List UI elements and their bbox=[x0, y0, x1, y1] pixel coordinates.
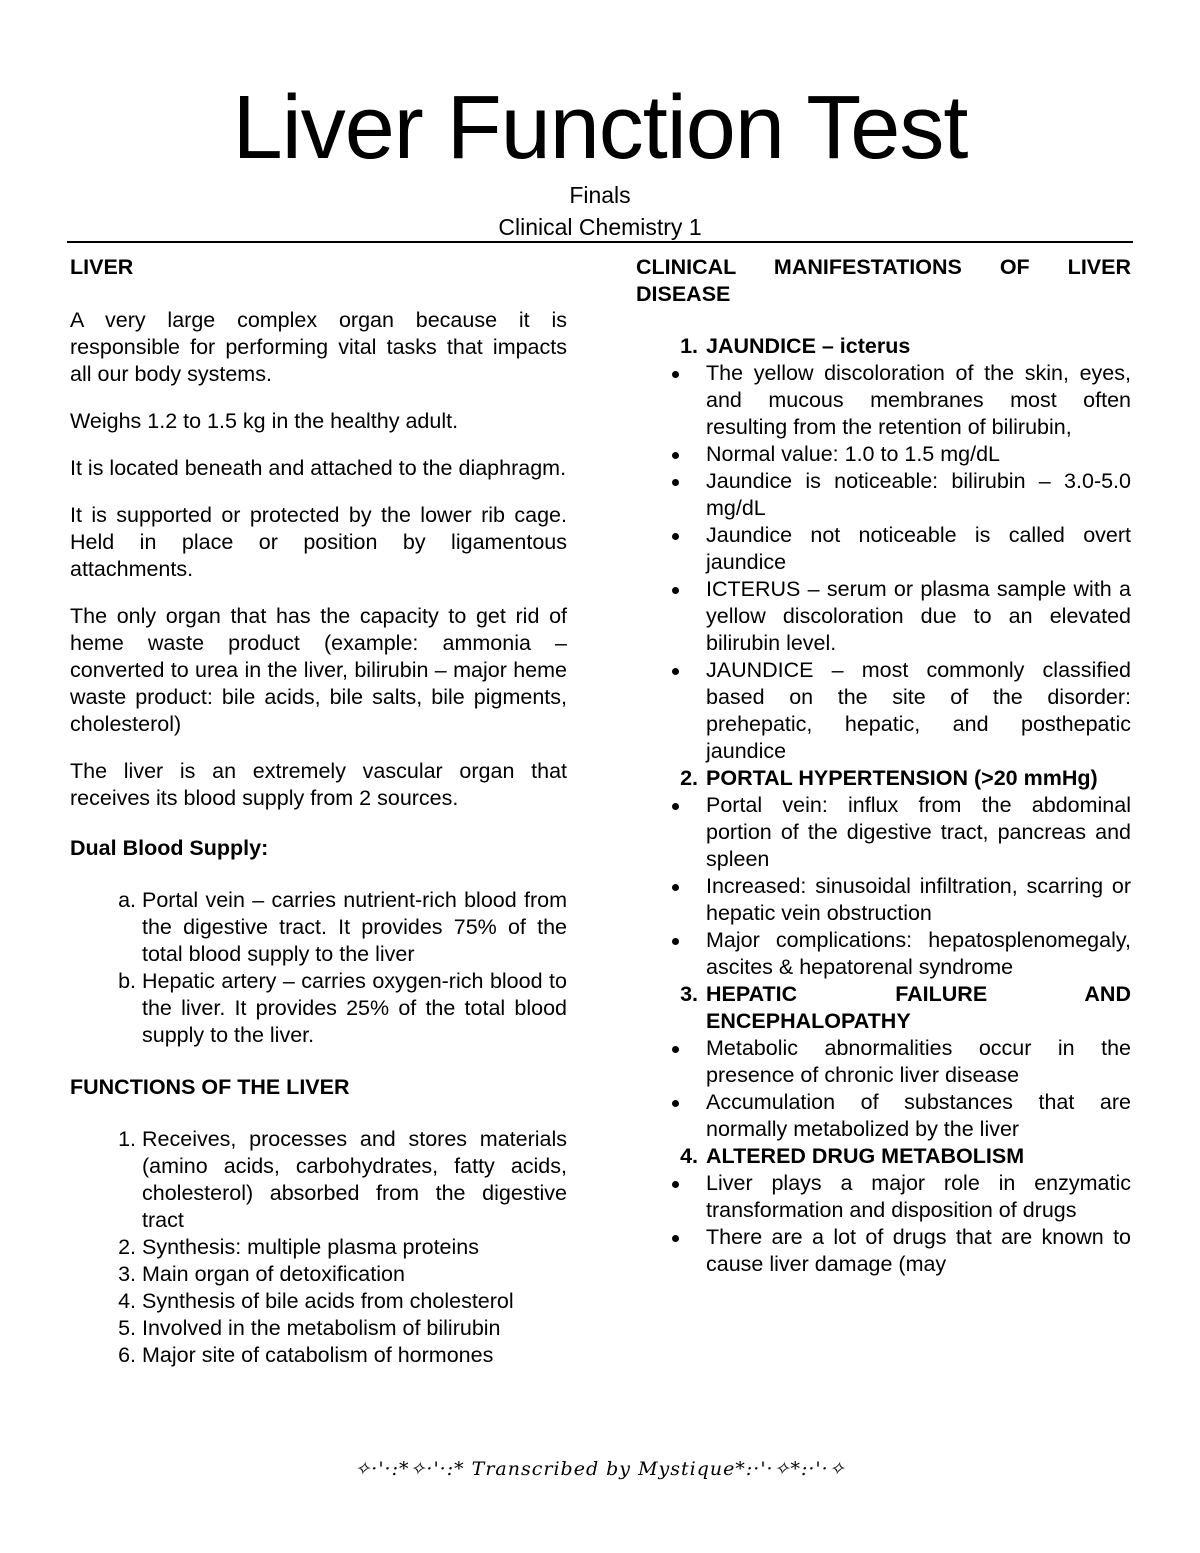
bullet-item bbox=[706, 1170, 1131, 1224]
bullet-icon bbox=[672, 1100, 679, 1107]
list-item-text: Hepatic artery – carries oxygen-rich blood to the liver. It provides 25% of the total blood supply to the liver. bbox=[142, 969, 567, 1047]
functions-heading: FUNCTIONS OF THE LIVER bbox=[70, 1075, 350, 1099]
functions-list bbox=[70, 1126, 567, 1369]
bullet-list bbox=[706, 792, 1131, 981]
bullet-list bbox=[706, 1170, 1131, 1278]
bullet-icon bbox=[672, 1181, 679, 1188]
list-item-text: Synthesis: multiple plasma proteins bbox=[142, 1235, 479, 1259]
section-title: JAUNDICE – icterus bbox=[706, 334, 911, 358]
bullet-item bbox=[706, 927, 1131, 981]
bullet-icon bbox=[672, 479, 679, 486]
list-marker: 6. bbox=[118, 1343, 136, 1367]
list-item bbox=[70, 1261, 567, 1288]
list-marker: 2. bbox=[118, 1235, 136, 1259]
section-title: ALTERED DRUG METABOLISM bbox=[706, 1144, 1025, 1168]
list-item-text: Involved in the metabolism of bilirubin bbox=[142, 1316, 501, 1340]
section-title: HEPATIC FAILURE AND ENCEPHALOPATHY bbox=[706, 982, 1131, 1033]
list-item-text: Main organ of detoxification bbox=[142, 1262, 405, 1286]
bullet-list bbox=[706, 360, 1131, 765]
bullet-icon bbox=[672, 533, 679, 540]
bullet-icon bbox=[672, 884, 679, 891]
bullet-text: There are a lot of drugs that are known to cause liver damage (may bbox=[706, 1225, 1131, 1276]
liver-heading: LIVER bbox=[70, 255, 134, 279]
list-item-text: Major site of catabolism of hormones bbox=[142, 1343, 494, 1367]
list-item bbox=[70, 1288, 567, 1315]
bullet-item bbox=[706, 1224, 1131, 1278]
bullet-item bbox=[706, 1035, 1131, 1089]
paragraph: Weighs 1.2 to 1.5 kg in the healthy adult. bbox=[70, 409, 459, 433]
bullet-icon bbox=[672, 938, 679, 945]
list-marker: 5. bbox=[118, 1316, 136, 1340]
dual-blood-supply-list bbox=[70, 887, 567, 1049]
bullet-text: The yellow discoloration of the skin, eyes, and mucous membranes most often resulting from the retention of bilirubin, bbox=[706, 361, 1131, 439]
list-marker: b. bbox=[118, 969, 136, 993]
bullet-text: Portal vein: influx from the abdominal portion of the digestive tract, pancreas and spleen bbox=[706, 793, 1131, 871]
bullet-text: Accumulation of substances that are normally metabolized by the liver bbox=[706, 1090, 1131, 1141]
bullet-item bbox=[706, 657, 1131, 765]
paragraph: The only organ that has the capacity to get rid of heme waste product (example: ammonia – converted to urea in the liver, bilirubin – major heme waste product: bile acids, bile salts, bile pigments, cholesterol) bbox=[70, 604, 567, 736]
list-marker: 1. bbox=[680, 334, 698, 358]
list-item-text: Synthesis of bile acids from cholesterol bbox=[142, 1289, 514, 1313]
page-title: Liver Function Test bbox=[232, 78, 968, 178]
bullet-item bbox=[706, 873, 1131, 927]
bullet-icon bbox=[672, 1235, 679, 1242]
manifestations-list bbox=[636, 333, 1131, 1278]
bullet-text: Normal value: 1.0 to 1.5 mg/dL bbox=[706, 442, 1000, 466]
list-marker: 2. bbox=[680, 766, 698, 790]
bullet-icon bbox=[672, 668, 679, 675]
bullet-item bbox=[706, 576, 1131, 657]
list-marker: a. bbox=[118, 888, 136, 912]
bullet-item bbox=[706, 1089, 1131, 1143]
bullet-item bbox=[706, 360, 1131, 441]
list-item bbox=[70, 1126, 567, 1234]
manifestation-portal-hypertension bbox=[636, 765, 1131, 981]
manifestation-jaundice bbox=[636, 333, 1131, 765]
list-item-text: Portal vein – carries nutrient-rich blood from the digestive tract. It provides 75% of the total blood supply to the liver bbox=[142, 888, 567, 966]
bullet-icon bbox=[672, 452, 679, 459]
paragraph: It is located beneath and attached to the diaphragm. bbox=[70, 456, 567, 480]
right-column bbox=[636, 254, 1131, 1278]
list-item-text: Receives, processes and stores materials (amino acids, carbohydrates, fatty acids, cholesterol) absorbed from the digestive tract bbox=[142, 1127, 567, 1232]
bullet-item bbox=[706, 522, 1131, 576]
subtitle-finals: Finals bbox=[569, 182, 631, 208]
bullet-icon bbox=[672, 803, 679, 810]
bullet-text: ICTERUS – serum or plasma sample with a yellow discoloration due to an elevated bilirubin level. bbox=[706, 577, 1131, 655]
bullet-text: Major complications: hepatosplenomegaly, ascites & hepatorenal syndrome bbox=[706, 928, 1131, 979]
paragraph: It is supported or protected by the lower rib cage. Held in place or position by ligamentous attachments. bbox=[70, 503, 567, 581]
section-title: PORTAL HYPERTENSION (>20 mmHg) bbox=[706, 766, 1098, 790]
bullet-text: Increased: sinusoidal infiltration, scarring or hepatic vein obstruction bbox=[706, 874, 1131, 925]
left-column bbox=[70, 254, 567, 1369]
transcriber-footer: ✧·'·:*✧·'·:* Transcribed by Mystique*:·'·✧*:·'·✧ bbox=[354, 1458, 846, 1480]
dual-blood-supply-heading: Dual Blood Supply: bbox=[70, 836, 269, 860]
bullet-icon bbox=[672, 587, 679, 594]
manifestation-hepatic-failure bbox=[636, 981, 1131, 1143]
list-item bbox=[70, 1234, 567, 1261]
bullet-text: Metabolic abnormalities occur in the presence of chronic liver disease bbox=[706, 1036, 1131, 1087]
list-marker: 3. bbox=[118, 1262, 136, 1286]
list-item bbox=[70, 968, 567, 1049]
bullet-icon bbox=[672, 1046, 679, 1053]
list-item bbox=[70, 887, 567, 968]
paragraph: A very large complex organ because it is responsible for performing vital tasks that impacts all our body systems. bbox=[70, 308, 567, 386]
paragraph: The liver is an extremely vascular organ that receives its blood supply from 2 sources. bbox=[70, 759, 567, 810]
bullet-list bbox=[706, 1035, 1131, 1143]
bullet-icon bbox=[672, 371, 679, 378]
bullet-text: Jaundice is noticeable: bilirubin – 3.0-5.0 mg/dL bbox=[706, 469, 1131, 520]
list-marker: 4. bbox=[680, 1144, 698, 1168]
list-marker: 3. bbox=[680, 982, 698, 1006]
subtitle-course: Clinical Chemistry 1 bbox=[498, 214, 702, 240]
bullet-text: JAUNDICE – most commonly classified based on the site of the disorder: prehepatic, hepatic, and posthepatic jaundice bbox=[706, 658, 1131, 763]
list-item bbox=[70, 1342, 567, 1369]
bullet-item bbox=[706, 441, 1131, 468]
list-marker: 4. bbox=[118, 1289, 136, 1313]
bullet-text: Liver plays a major role in enzymatic transformation and disposition of drugs bbox=[706, 1171, 1131, 1222]
header-divider bbox=[67, 241, 1133, 243]
list-marker: 1. bbox=[118, 1127, 136, 1151]
manifestation-altered-drug-metabolism bbox=[636, 1143, 1131, 1278]
clinical-manifestations-heading: CLINICAL MANIFESTATIONS OF LIVER DISEASE bbox=[636, 255, 1131, 306]
bullet-item bbox=[706, 468, 1131, 522]
bullet-item bbox=[706, 792, 1131, 873]
list-item bbox=[70, 1315, 567, 1342]
bullet-text: Jaundice not noticeable is called overt jaundice bbox=[706, 523, 1131, 574]
